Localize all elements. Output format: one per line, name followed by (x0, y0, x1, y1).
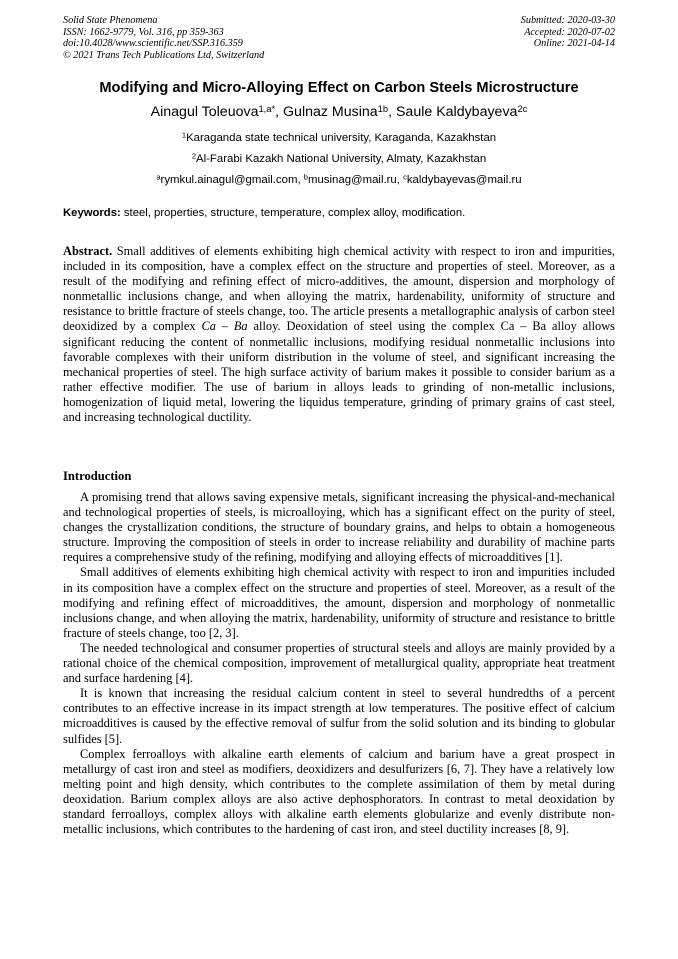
affiliation-2 (40, 153, 638, 165)
intro-paragraph: A promising trend that allows saving expensive metals, significant increasing the physical-and-mechanical and technological properties of steels, is microalloying, which has a significant effect on the purity of steel, changes the crystallization conditions, the structure of boundary grains, and helps to obtain a homogeneous structure. Improving the composition of steels in order to increase reliability and durability of machine parts requires a comprehensive study of the refining, modifying and alloying effects of microadditives [1]. (63, 490, 615, 565)
intro-paragraph: Complex ferroalloys with alkaline earth elements of calcium and barium have a great prospect in metallurgy of cast iron and steel as modifiers, deoxidizers and desulfurizers [6, 7]. They have a relatively low melting point and high density, which contributes to the complete assimilation of them by metal during deoxidation. Barium complex alloys are also active dephosphorators. In contrast to metal deoxidation by standard ferroalloys, complex alloys with alkaline earth elements globularize and evenly distribute non-metallic inclusions, which contributes to the hardening of cast iron, and steel ductility increases [8, 9]. (63, 746, 615, 837)
affiliation-superscript: 1 (181, 130, 187, 140)
online-date: Online: 2021-04-14 (533, 38, 615, 50)
email-superscript: b (303, 172, 308, 182)
affiliation-text: Karaganda state technical university, Karaganda, Kazakhstan (186, 132, 497, 144)
journal-name: Solid State Phenomena (63, 15, 158, 26)
journal-issn: ISSN: 1662-9779, Vol. 316, pp 359-363 (63, 26, 224, 38)
abstract-formula: Ca – Ba (201, 319, 248, 334)
journal-doi[interactable]: doi:10.4028/www.scientific.net/SSP.316.359 (63, 38, 243, 50)
author-list (40, 104, 638, 120)
abstract-text-continued: alloy. Deoxidation of steel using the complex Ca – Ba alloy allows significant reducing the content of nonmetallic inclusions, modifying residual nonmetallic inclusions into favorable complexes with their uniform distribution in the volume of steel, and significant increasing the mechanical properties of steel. The high surface activity of barium makes it possible to consider barium as a rather effective modifier. The use of barium in alloys leads to grinding of non-metallic inclusions, homogenization of liquid metal, lowering the liquidus temperature, grinding of primary grains of cast steel, and increasing technological ductility. (63, 319, 615, 425)
author-name: Ainagul Toleuova (150, 104, 259, 120)
journal-info (63, 15, 393, 61)
abstract-label: Abstract. (63, 244, 113, 258)
keywords-text: steel, properties, structure, temperature, complex alloy, modification. (120, 207, 466, 219)
email-superscript: a (156, 172, 161, 182)
abstract-text: Small additives of elements exhibiting high chemical activity with respect to iron and impurities, included in its composition, have a complex effect on the structure and properties of steel. Moreover, as a result of the modifying and refining effect of micro-additives, the amount, dispersion and morphology of nonmetallic inclusions change, and when alloying the matrix, hardenability, uniformity of structure and resistance to brittle fracture of steels change, too. The article presents a metallographic analysis of carbon steel deoxidized by a complex (63, 244, 615, 334)
abstract (63, 244, 615, 425)
author-superscript: 1b (377, 103, 389, 114)
email-superscript: c (403, 172, 407, 182)
keywords (63, 207, 615, 219)
accepted-date: Accepted: 2020-07-02 (524, 26, 615, 38)
submitted-date: Submitted: 2020-03-30 (520, 15, 615, 26)
author-superscript: 1,a* (258, 103, 276, 114)
author-separator: , (275, 104, 284, 120)
publication-dates (415, 15, 615, 50)
email-link[interactable]: musinag@mail.ru, (307, 174, 404, 186)
author-name: Gulnaz Musina (283, 104, 378, 120)
intro-paragraph: The needed technological and consumer properties of structural steels and alloys are mainly provided by a rational choice of the chemical composition, improvement of metallurgical quality, appropriate heat treatment and surface hardening [4]. (63, 640, 615, 686)
author-emails (40, 174, 638, 186)
affiliation-1 (40, 132, 638, 144)
intro-paragraph: It is known that increasing the residual calcium content in steel to several hundredths of a percent contributes to an effective increase in its impact strength at low temperatures. The positive effect of calcium microadditives is caused by the effective removal of sulfur from the solid solution and its binding to globular sulfides [5]. (63, 686, 615, 746)
section-heading-introduction: Introduction (63, 469, 132, 483)
keywords-label: Keywords: (63, 207, 121, 219)
email-link[interactable]: rymkul.ainagul@gmail.com, (160, 174, 304, 186)
affiliation-superscript: 2 (191, 151, 196, 161)
author-separator: , (388, 104, 396, 120)
intro-paragraph: Small additives of elements exhibiting high chemical activity with respect to iron and impurities included in its composition have a complex effect on the structure and properties of steel. Moreover, as a result of the modifying and refining effect of microadditives, the amount, dispersion and morphology of nonmetallic inclusions change, and when alloying the matrix, hardenability, uniformity of structure and resistance to brittle fracture of steels change, too [2, 3]. (63, 565, 615, 640)
introduction-body (63, 490, 615, 837)
author-superscript: 2c (517, 103, 528, 114)
email-link[interactable]: kaldybayevas@mail.ru (406, 174, 522, 186)
author-name: Saule Kaldybayeva (395, 104, 518, 120)
affiliation-text: Al-Farabi Kazakh National University, Almaty, Kazakhstan (196, 153, 487, 165)
paper-title: Modifying and Micro-Alloying Effect on Carbon Steels Microstructure (99, 80, 579, 96)
journal-copyright: © 2021 Trans Tech Publications Ltd, Switzerland (63, 49, 265, 61)
